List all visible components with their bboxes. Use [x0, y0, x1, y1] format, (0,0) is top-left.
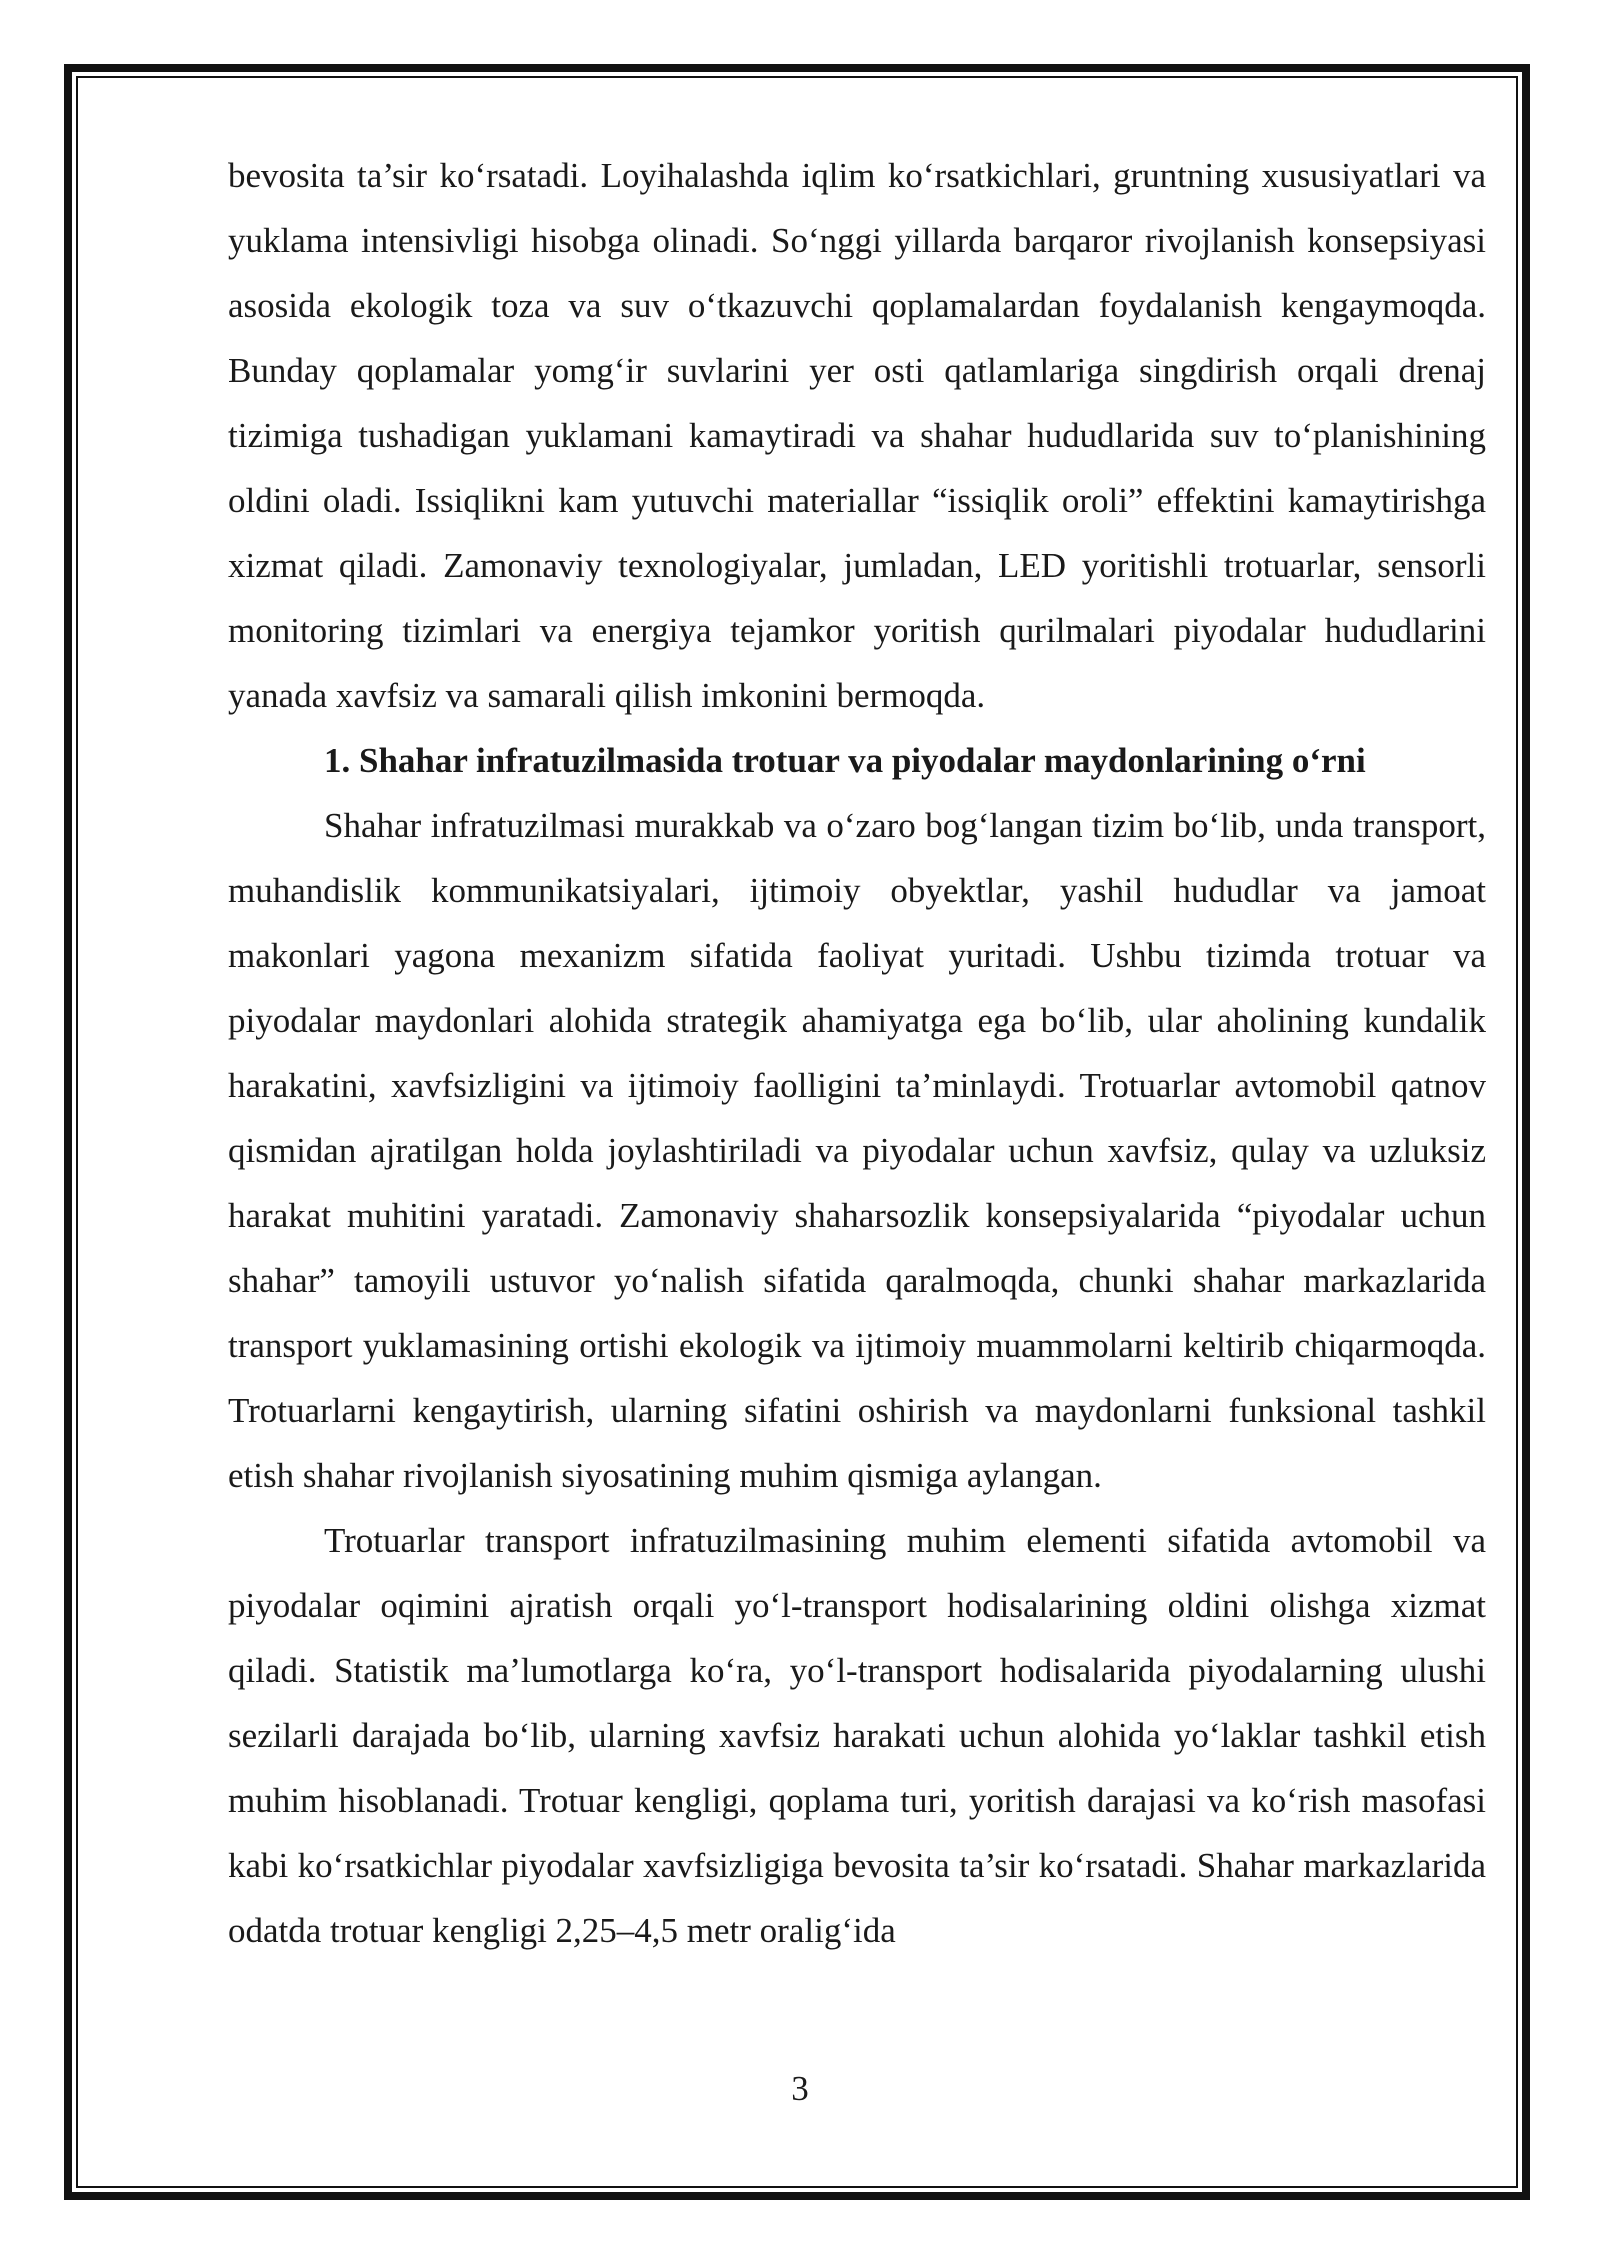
page-number: 3	[791, 2069, 809, 2108]
continued-paragraph: bevosita ta’sir ko‘rsatadi. Loyihalashda iqlim ko‘rsatkichlari, gruntning xususiyatlari va yuklama intensivligi hisobga olinadi. So‘nggi yillarda barqaror rivojlanish konsepsiyasi asosida ekologik toza va suv o‘tkazuvchi qoplamalardan foydalanish kengaymoqda. Bunday qoplamalar yomg‘ir suvlarini yer osti qatlamlariga singdirish orqali drenaj tizimiga tushadigan yuklamani kamaytiradi va shahar hududlarida suv to‘planishining oldini oladi. Issiqlikni kam yutuvchi materiallar “issiqlik oroli” effektini kamaytirishga xizmat qiladi. Zamonaviy texnologiyalar, jumladan, LED yoritishli trotuarlar, sensorli monitoring tizimlari va energiya tejamkor yoritish qurilmalari piyodalar hududlarini yanada xavfsiz va samarali qilish imkonini bermoqda.	[228, 156, 1486, 715]
section-heading: 1. Shahar infratuzilmasida trotuar va piyodalar maydonlarining o‘rni	[324, 741, 1366, 780]
document-body	[228, 143, 1486, 1963]
body-paragraph-2: Trotuarlar transport infratuzilmasining muhim elementi sifatida avtomobil va piyodalar oqimini ajratish orqali yo‘l-transport hodisalarining oldini olishga xizmat qiladi. Statistik ma’lumotlarga ko‘ra, yo‘l-transport hodisalarida piyodalarning ulushi sezilarli darajada bo‘lib, ularning xavfsiz harakati uchun alohida yo‘laklar tashkil etish muhim hisoblanadi. Trotuar kengligi, qoplama turi, yoritish darajasi va ko‘rish masofasi kabi ko‘rsatkichlar piyodalar xavfsizligiga bevosita ta’sir ko‘rsatadi. Shahar markazlarida odatda trotuar kengligi 2,25–4,5 metr oralig‘ida	[228, 1521, 1486, 1950]
body-paragraph-1: Shahar infratuzilmasi murakkab va o‘zaro bog‘langan tizim bo‘lib, unda transport, muhandislik kommunikatsiyalari, ijtimoiy obyektlar, yashil hududlar va jamoat makonlari yagona mexanizm sifatida faoliyat yuritadi. Ushbu tizimda trotuar va piyodalar maydonlari alohida strategik ahamiyatga ega bo‘lib, ular aholining kundalik harakatini, xavfsizligini va ijtimoiy faolligini ta’minlaydi. Trotuarlar avtomobil qatnov qismidan ajratilgan holda joylashtiriladi va piyodalar uchun xavfsiz, qulay va uzluksiz harakat muhitini yaratadi. Zamonaviy shaharsozlik konsepsiyalarida “piyodalar uchun shahar” tamoyili ustuvor yo‘nalish sifatida qaralmoqda, chunki shahar markazlarida transport yuklamasining ortishi ekologik va ijtimoiy muammolarni keltirib chiqarmoqda. Trotuarlarni kengaytirish, ularning sifatini oshirish va maydonlarni funksional tashkil etish shahar rivojlanish siyosatining muhim qismiga aylangan.	[228, 806, 1486, 1495]
